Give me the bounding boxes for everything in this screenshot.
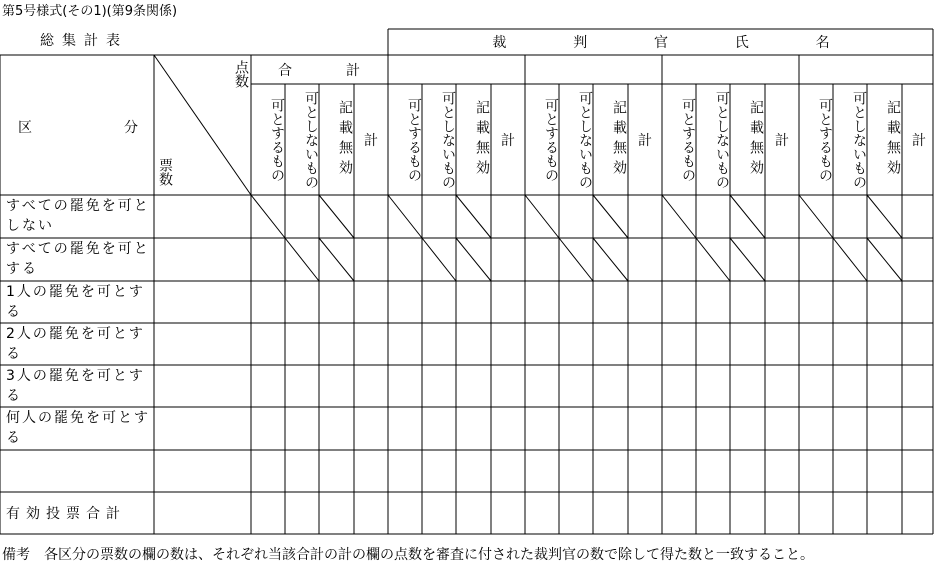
summary-title: 総集計表 (40, 33, 128, 49)
sub-column-invalid: 記載無効 (337, 100, 353, 180)
sub-column-not-approve: 可としないもの (851, 91, 867, 189)
sub-column-approve: 可とするもの (817, 98, 833, 182)
cell-slash (319, 195, 354, 238)
sub-column-total: 計 (364, 133, 378, 149)
sub-column-invalid: 記載無効 (748, 100, 764, 180)
cell-slash (867, 195, 902, 238)
judge-name-char: 判 (573, 35, 588, 51)
row-label-total: 有効投票合計 (6, 506, 126, 522)
cell-slash (833, 238, 867, 281)
cell-slash (422, 238, 456, 281)
row-label: 3人の罷免を可とする (6, 368, 145, 404)
judge-name-char: 名 (815, 35, 830, 51)
sub-column-not-approve: 可としないもの (440, 91, 456, 189)
judge-name-char: 氏 (734, 35, 749, 51)
sub-column-invalid: 記載無効 (474, 100, 490, 180)
sub-column-not-approve: 可としないもの (577, 91, 593, 189)
sub-column-invalid: 記載無効 (611, 100, 627, 180)
cell-slash (593, 238, 628, 281)
row-label: 2人の罷免を可とする (6, 326, 145, 362)
sub-column-approve: 可とするもの (406, 98, 422, 182)
total-header-char: 計 (346, 63, 360, 79)
sub-column-total: 計 (501, 133, 515, 149)
cell-slash (285, 238, 319, 281)
cell-slash (456, 195, 491, 238)
form-title: 第5号様式(その1)(第9条関係) (2, 4, 178, 19)
cell-slash (525, 195, 559, 238)
sub-column-not-approve: 可としないもの (714, 91, 730, 189)
points-label: 点数 (233, 60, 249, 88)
category-header (18, 117, 138, 137)
cell-slash (662, 195, 696, 238)
cell-slash (593, 195, 628, 238)
row-label: すべての罷免を可としない (6, 198, 150, 234)
row-label: 何人の罷免を可とする (6, 410, 150, 446)
remarks-note: 備考 各区分の票数の欄の数は、それぞれ当該合計の計の欄の点数を審査に付された裁判官の数で除して得た数と一致すること。 (2, 547, 814, 563)
cell-slash (319, 238, 354, 281)
sub-column-approve: 可とするもの (543, 98, 559, 182)
row-label: 1人の罷免を可とする (6, 284, 145, 320)
judge-name-char: 官 (653, 35, 668, 51)
sub-column-invalid: 記載無効 (885, 100, 901, 180)
cell-slash (799, 195, 833, 238)
cell-slash (730, 195, 765, 238)
total-header (251, 59, 387, 81)
sub-column-approve: 可とするもの (680, 98, 696, 182)
row-label: すべての罷免を可とする (6, 241, 150, 277)
sub-column-total: 計 (638, 133, 652, 149)
sub-column-not-approve: 可としないもの (303, 91, 319, 189)
votes-label: 票数 (157, 158, 173, 186)
category-header-char: 区 (18, 120, 32, 136)
judge-name-header (389, 29, 933, 55)
judge-name-char: 裁 (492, 35, 507, 51)
sub-column-total: 計 (775, 133, 789, 149)
sub-column-total: 計 (912, 133, 926, 149)
cell-slash (696, 238, 730, 281)
cell-slash (456, 238, 491, 281)
cell-slash (388, 195, 422, 238)
cell-slash (867, 238, 902, 281)
category-header-char: 分 (124, 120, 138, 136)
sub-column-approve: 可とするもの (269, 98, 285, 182)
total-header-char: 合 (278, 63, 292, 79)
cell-slash (559, 238, 593, 281)
cell-slash (251, 195, 285, 238)
cell-slash (730, 238, 765, 281)
